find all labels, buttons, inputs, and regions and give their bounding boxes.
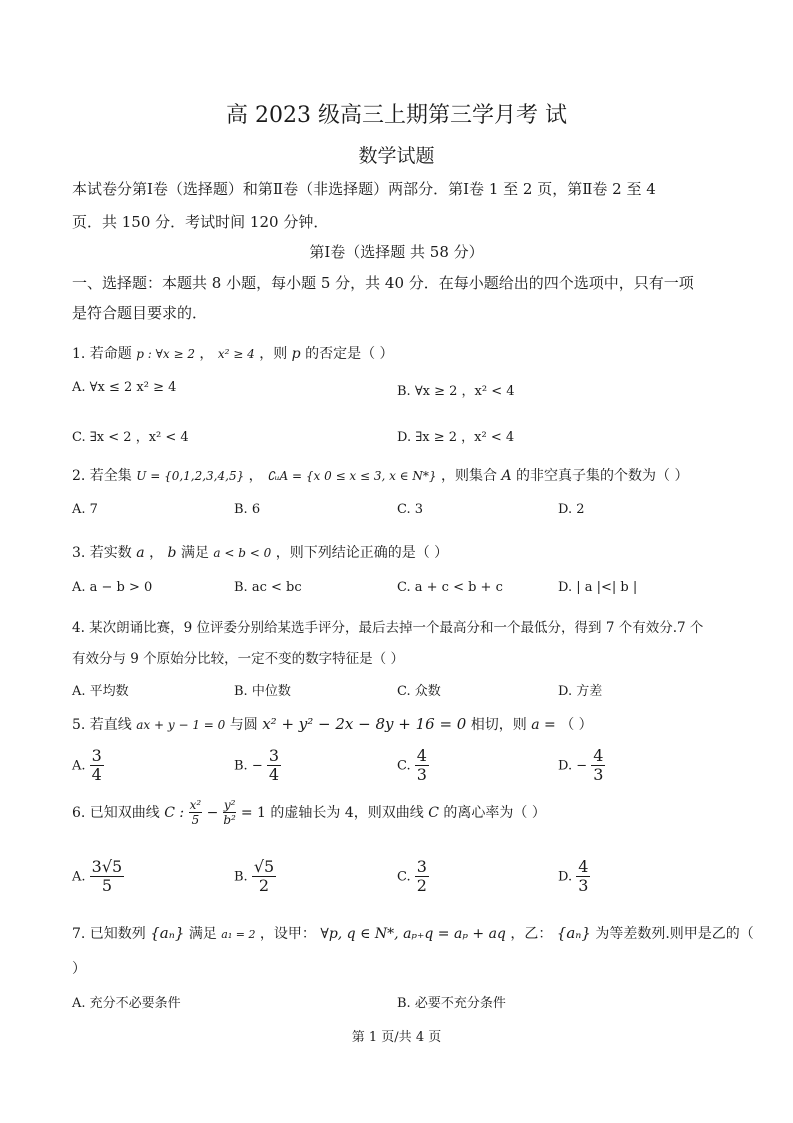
- q1-option-b: B. ∀x ≥ 2 ，x² < 4: [397, 384, 515, 399]
- q6-y-den: b²: [223, 813, 236, 828]
- q5-a-den: 4: [91, 765, 102, 785]
- q4-option-d: D. 方差: [558, 684, 603, 699]
- q5-d-num: 4: [593, 746, 604, 765]
- q1-proposition: p : ∀x ≥ 2: [136, 347, 195, 361]
- q5-d-den: 3: [593, 765, 604, 785]
- q5-a-fraction: [90, 747, 104, 785]
- q5-d-sign: −: [576, 758, 588, 774]
- q6-y-num: y²: [223, 798, 236, 812]
- q5-post: 相切，则: [470, 717, 527, 733]
- q2-universal-set: U = {0,1,2,3,4,5}: [136, 469, 245, 483]
- q5-line-eq: ax + y − 1 = 0: [136, 718, 226, 732]
- q2-comma: ，: [248, 468, 263, 484]
- q3-condition: a < b < 0: [213, 546, 272, 560]
- q5-b-num: 3: [268, 746, 280, 765]
- q5-b-label: B.: [234, 758, 248, 774]
- q6-option-d: [558, 858, 590, 896]
- q6-minus: −: [206, 804, 219, 821]
- q3-mid: 满足: [180, 545, 209, 561]
- q5-a-var: a =: [531, 717, 556, 733]
- q3-option-b: B. ac < bc: [234, 580, 302, 595]
- q5-b-fraction: [267, 747, 281, 785]
- q6-c-label: C.: [397, 869, 411, 885]
- q7-prefix: 7. 已知数列: [72, 926, 146, 942]
- q2-end: 的非空真子集的个数为（ ）: [516, 468, 689, 484]
- q1-prefix: 1. 若命题: [72, 346, 132, 362]
- q6-c-den: 2: [416, 876, 427, 896]
- q2-post: ，则集合: [441, 468, 498, 484]
- q6-y-fraction: [223, 798, 237, 828]
- q3-option-c: C. a + c < b + c: [397, 580, 503, 595]
- q6-equals: = 1: [240, 804, 266, 821]
- q6-b-fraction: [252, 858, 276, 896]
- q7-condition: ∀p, q ∈ N*, aₚ₊q = aₚ + aq: [320, 926, 506, 942]
- q4-option-a: A. 平均数: [72, 684, 129, 699]
- q2-option-b: B. 6: [234, 502, 261, 517]
- intro-line-2: 页．共 150 分．考试时间 120 分钟．: [72, 213, 329, 231]
- q6-end: 的离心率为（ ）: [443, 804, 546, 821]
- q4-option-b: B. 中位数: [234, 684, 291, 699]
- q7-jia: ，设甲：: [259, 926, 316, 942]
- q6-d-num: 4: [578, 857, 589, 876]
- question-4-line-2: 有效分与 9 个原始分比较，一定不变的数字特征是（ ）: [72, 651, 404, 667]
- q6-a-den: 5: [101, 876, 113, 896]
- q5-prefix: 5. 若直线: [72, 717, 132, 733]
- q4-option-c: C. 众数: [397, 684, 441, 699]
- exam-subtitle: 数学试题: [358, 145, 435, 167]
- q3-b-var: b: [167, 545, 177, 561]
- q3-a-var: a: [136, 545, 145, 561]
- q6-a-num: 3√5: [91, 857, 123, 876]
- q6-prefix: 6. 已知双曲线: [72, 804, 160, 821]
- q5-option-a: [72, 747, 104, 785]
- q3-prefix: 3. 若实数: [72, 545, 132, 561]
- question-4-line-1: 4. 某次朗诵比赛，9 位评委分别给某选手评分，最后去掉一个最高分和一个最低分，得到 7 个有效分.7 个: [72, 620, 704, 636]
- q6-b-num: √5: [253, 857, 275, 876]
- q3-end: ，则下列结论正确的是（ ）: [275, 545, 449, 561]
- q6-option-a: [72, 858, 124, 896]
- q1-option-c: C. ∃x < 2 ，x² < 4: [72, 430, 189, 445]
- q5-d-fraction: [591, 747, 605, 785]
- q6-b-label: B.: [234, 869, 248, 885]
- q5-option-d: [558, 747, 605, 785]
- q2-option-a: A. 7: [72, 502, 98, 517]
- q2-prefix: 2. 若全集: [72, 468, 132, 484]
- q7-sequence-2: {aₙ}: [556, 924, 591, 942]
- q5-option-c: [397, 747, 429, 785]
- q1-condition: x² ≥ 4: [217, 347, 255, 361]
- q6-option-b: [234, 858, 276, 896]
- q6-x-fraction: [189, 798, 203, 828]
- q3-comma: ，: [149, 545, 164, 561]
- q6-post: 的虚轴长为 4，则双曲线: [270, 804, 424, 821]
- q7-option-b: B. 必要不充分条件: [397, 996, 506, 1011]
- q6-d-den: 3: [578, 876, 589, 896]
- q5-c-num: 4: [416, 746, 427, 765]
- q6-c-fraction: [415, 858, 429, 896]
- q6-c-var-2: C: [428, 804, 439, 821]
- q6-x-num: x²: [189, 798, 202, 812]
- q5-end: （ ）: [560, 717, 593, 733]
- q5-d-label: D.: [558, 758, 573, 774]
- question-5-stem: [72, 714, 593, 734]
- q2-option-c: C. 3: [397, 502, 424, 517]
- q5-b-sign: −: [251, 758, 263, 774]
- question-2-stem: [72, 465, 689, 485]
- q6-b-den: 2: [258, 876, 270, 896]
- q2-option-d: D. 2: [558, 502, 585, 517]
- q1-p-var: p: [291, 346, 301, 362]
- q1-comma: ，: [199, 346, 214, 362]
- question-7-stem: [72, 923, 754, 943]
- q2-complement-set: ∁ᵤA = {x 0 ≤ x ≤ 3, x ∈ N*}: [267, 469, 437, 483]
- exam-title: 高 2023 级高三上期第三学月考 试: [226, 103, 567, 128]
- q1-option-a: A. ∀x ≤ 2 x² ≥ 4: [72, 380, 177, 395]
- q2-a-var: A: [501, 468, 512, 484]
- q6-c-num: 3: [416, 857, 427, 876]
- q5-c-fraction: [415, 747, 429, 785]
- q5-option-b: [234, 747, 281, 785]
- section-heading: 第Ⅰ卷（选择题 共 58 分）: [309, 243, 484, 261]
- q1-option-d: D. ∃x ≥ 2 ，x² < 4: [397, 430, 515, 445]
- q6-option-c: [397, 858, 429, 896]
- q6-d-fraction: [576, 858, 590, 896]
- q1-post: ，则: [259, 346, 288, 362]
- q7-continuation: ）: [72, 961, 86, 977]
- q1-end: 的否定是（ ）: [305, 346, 394, 362]
- intro-line-1: 本试卷分第Ⅰ卷（选择题）和第Ⅱ卷（非选择题）两部分．第Ⅰ卷 1 至 2 页，第Ⅱ卷 2 至 4: [72, 180, 656, 198]
- q5-mid: 与圆: [229, 717, 258, 733]
- q5-circle-eq: x² + y² − 2x − 8y + 16 = 0: [262, 715, 467, 733]
- question-3-stem: [72, 542, 448, 562]
- q6-x-den: 5: [191, 813, 200, 828]
- q5-a-label: A.: [72, 758, 86, 774]
- q7-mid: 满足: [188, 926, 217, 942]
- q6-c-var: C :: [164, 804, 185, 821]
- q6-a-fraction: [90, 858, 125, 896]
- q5-b-den: 4: [268, 765, 280, 785]
- q6-a-label: A.: [72, 869, 86, 885]
- q5-c-label: C.: [397, 758, 411, 774]
- q5-c-den: 3: [416, 765, 427, 785]
- q6-d-label: D.: [558, 869, 573, 885]
- section-instruction-2: 是符合题目要求的．: [72, 304, 208, 322]
- q5-a-num: 3: [91, 746, 102, 765]
- question-1-stem: [72, 343, 394, 363]
- question-6-stem: [72, 798, 546, 828]
- q7-yi: ，乙：: [510, 926, 553, 942]
- section-instruction-1: 一、选择题：本题共 8 小题，每小题 5 分，共 40 分．在每小题给出的四个选项中，只有一项: [72, 274, 694, 292]
- q7-end: 为等差数列.则甲是乙的（: [595, 926, 754, 942]
- q7-option-a: A. 充分不必要条件: [72, 996, 181, 1011]
- page-footer: 第 1 页/共 4 页: [351, 1030, 442, 1045]
- q3-option-d: D. | a |<| b |: [558, 580, 638, 595]
- q7-initial-term: a₁ = 2: [221, 928, 256, 941]
- q7-sequence: {aₙ}: [150, 924, 185, 942]
- q3-option-a: A. a − b > 0: [72, 580, 153, 595]
